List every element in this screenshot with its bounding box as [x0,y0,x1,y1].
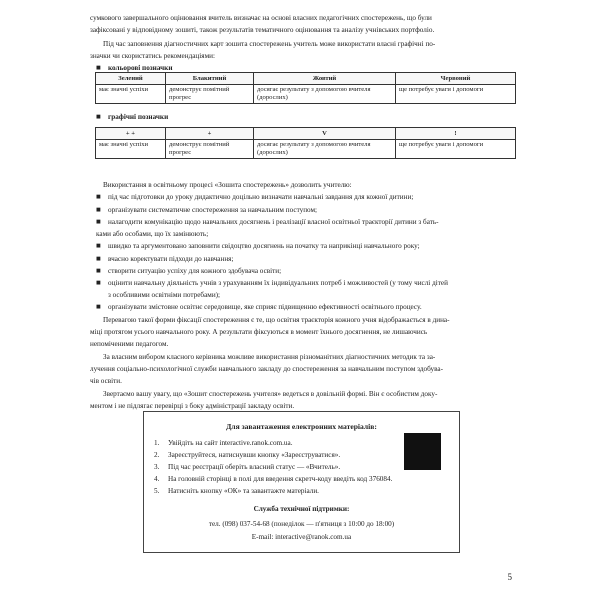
bullet-icon: ■ [96,278,101,287]
para2-line-3: чів освіти. [90,377,122,385]
support-title: Служба технічної підтримки: [253,505,350,513]
color-header-red: Червоний [396,73,516,85]
graphic-cell: має значні успіхи [96,140,166,159]
bullet-icon: ■ [96,192,101,201]
usage-item-continued: з особливими освітніми потребами); [108,291,221,299]
usage-item: під час підготовки до уроку дидактично доцільно визначати навчальні завдання для кожної дитини; [108,193,414,201]
box-step: 1. Увійдіть на сайт interactive.ranok.com.ua. [154,439,293,447]
usage-item: організувати систематичне спостереження за навчальним поступом; [108,206,318,214]
usage-item: організувати змістовне освітнє середовище, яке сприяє підвищенню ефективності освітнього процесу. [108,303,422,311]
qr-code-icon [404,433,441,470]
bullet-icon: ■ [96,302,101,311]
color-section-heading: кольорові позначки [108,64,173,72]
color-marks-table [95,72,516,104]
intro-line-2: зафіксовані у відповідному зошиті, також результатів тематичного оцінювання та аналізу учнівських портфоліо. [90,26,435,34]
para1-line-1: Перевагою такої форми фіксації спостереження є те, що освітня траєкторія кожного учня відображається в дина- [103,316,450,324]
bullet-icon: ■ [96,241,101,250]
intro-line-4: значки чи скористатись рекомендаціями: [90,52,215,60]
box-step: 3. Під час реєстрації оберіть власний статус — «Вчитель». [154,463,341,471]
color-header-blue: Блакитний [166,73,254,85]
color-header-yellow: Жовтий [254,73,396,85]
graphic-section-heading: графічні позначки [108,113,169,121]
download-info-box [143,411,460,553]
box-step: 4. На головній сторінці в полі для введення скретч-коду введіть код 376084. [154,475,393,483]
para3-line-2: ментом і не підлягає перевірці з боку адміністрації закладу освіти. [90,402,295,410]
color-cell: досягає результату з допомогою вчителя (дорослих) [254,85,396,104]
bullet-icon: ■ [96,217,101,226]
color-cell: ще потребує уваги і допомоги [396,85,516,104]
graphic-cell: демонструє помітний прогрес [166,140,254,159]
color-cell: має значні успіхи [96,85,166,104]
box-title: Для завантаження електронних матеріалів: [226,422,377,431]
usage-item: швидко та аргументовано заповнити свідоцтво досягнень на початку та наприкінці навчального року; [108,242,420,250]
usage-intro: Використання в освітньому процесі «Зошита спостережень» дозволить учителю: [103,181,352,189]
usage-item: вчасно коректувати підходи до навчання; [108,255,234,263]
bullet-icon: ■ [96,266,101,275]
color-header-green: Зелений [96,73,166,85]
usage-item-continued: ками або особами, що їх замінюють; [96,230,209,238]
graphic-cell: досягає результату з допомогою вчителя (дорослих) [254,140,396,159]
intro-line-1: сумкового завершального оцінювання вчитель визначає на основі власних педагогічних спостережень, що були [90,14,432,22]
box-step: 2. Зареєструйтеся, натиснувши кнопку «Зареєструватися». [154,451,341,459]
graphic-header-plus: + [166,128,254,140]
box-step: 5. Натисніть кнопку «ОК» та завантажте матеріали. [154,487,319,495]
graphic-cell: ще потребує уваги і допомоги [396,140,516,159]
support-phone: тел. (098) 037-54-68 (понеділок — п'ятниця з 10:00 до 18:00) [208,520,395,528]
page-number: 5 [507,572,512,582]
bullet-icon: ■ [96,205,101,214]
para1-line-3: непоміченими педагогом. [90,340,169,348]
intro-line-3: Під час заповнення діагностичних карт зошита спостережень учитель може використати власні графічні по- [103,40,436,48]
bullet-icon: ■ [96,63,101,72]
usage-item: оцінити навчальну діяльність учнів з урахуванням їх індивідуальних потреб і можливостей (у тому числі дітей [108,279,448,287]
para2-line-1: За власним вибором класного керівника можливе використання різноманітних діагностичних методик та за- [103,353,436,361]
bullet-icon: ■ [96,112,101,121]
para2-line-2: лучення соціально-психологічної служби навчального закладу до спостереження за навчальним поступом здобува- [90,365,444,373]
graphic-marks-table [95,127,516,159]
para1-line-2: міці протягом усього навчального року. А результати фіксуються в момент їхнього досягнення, не лишаючись [90,328,428,336]
para3-line-1: Звертаємо вашу увагу, що «Зошит спостережень учителя» ведеться в довільній формі. Він є особистим доку- [103,390,438,398]
graphic-header-exclaim: ! [396,128,516,140]
usage-item: створити ситуацію успіху для кожного здобувача освіти; [108,267,282,275]
graphic-header-check: V [254,128,396,140]
support-email: E-mail: interactive@ranok.com.ua [251,533,352,541]
usage-item: налагодити комунікацію щодо навчальних досягнень і реалізації власної освітньої траєкторії дитини з бать- [108,218,439,226]
color-cell: демонструє помітний прогрес [166,85,254,104]
bullet-icon: ■ [96,254,101,263]
graphic-header-double-plus: + + [96,128,166,140]
